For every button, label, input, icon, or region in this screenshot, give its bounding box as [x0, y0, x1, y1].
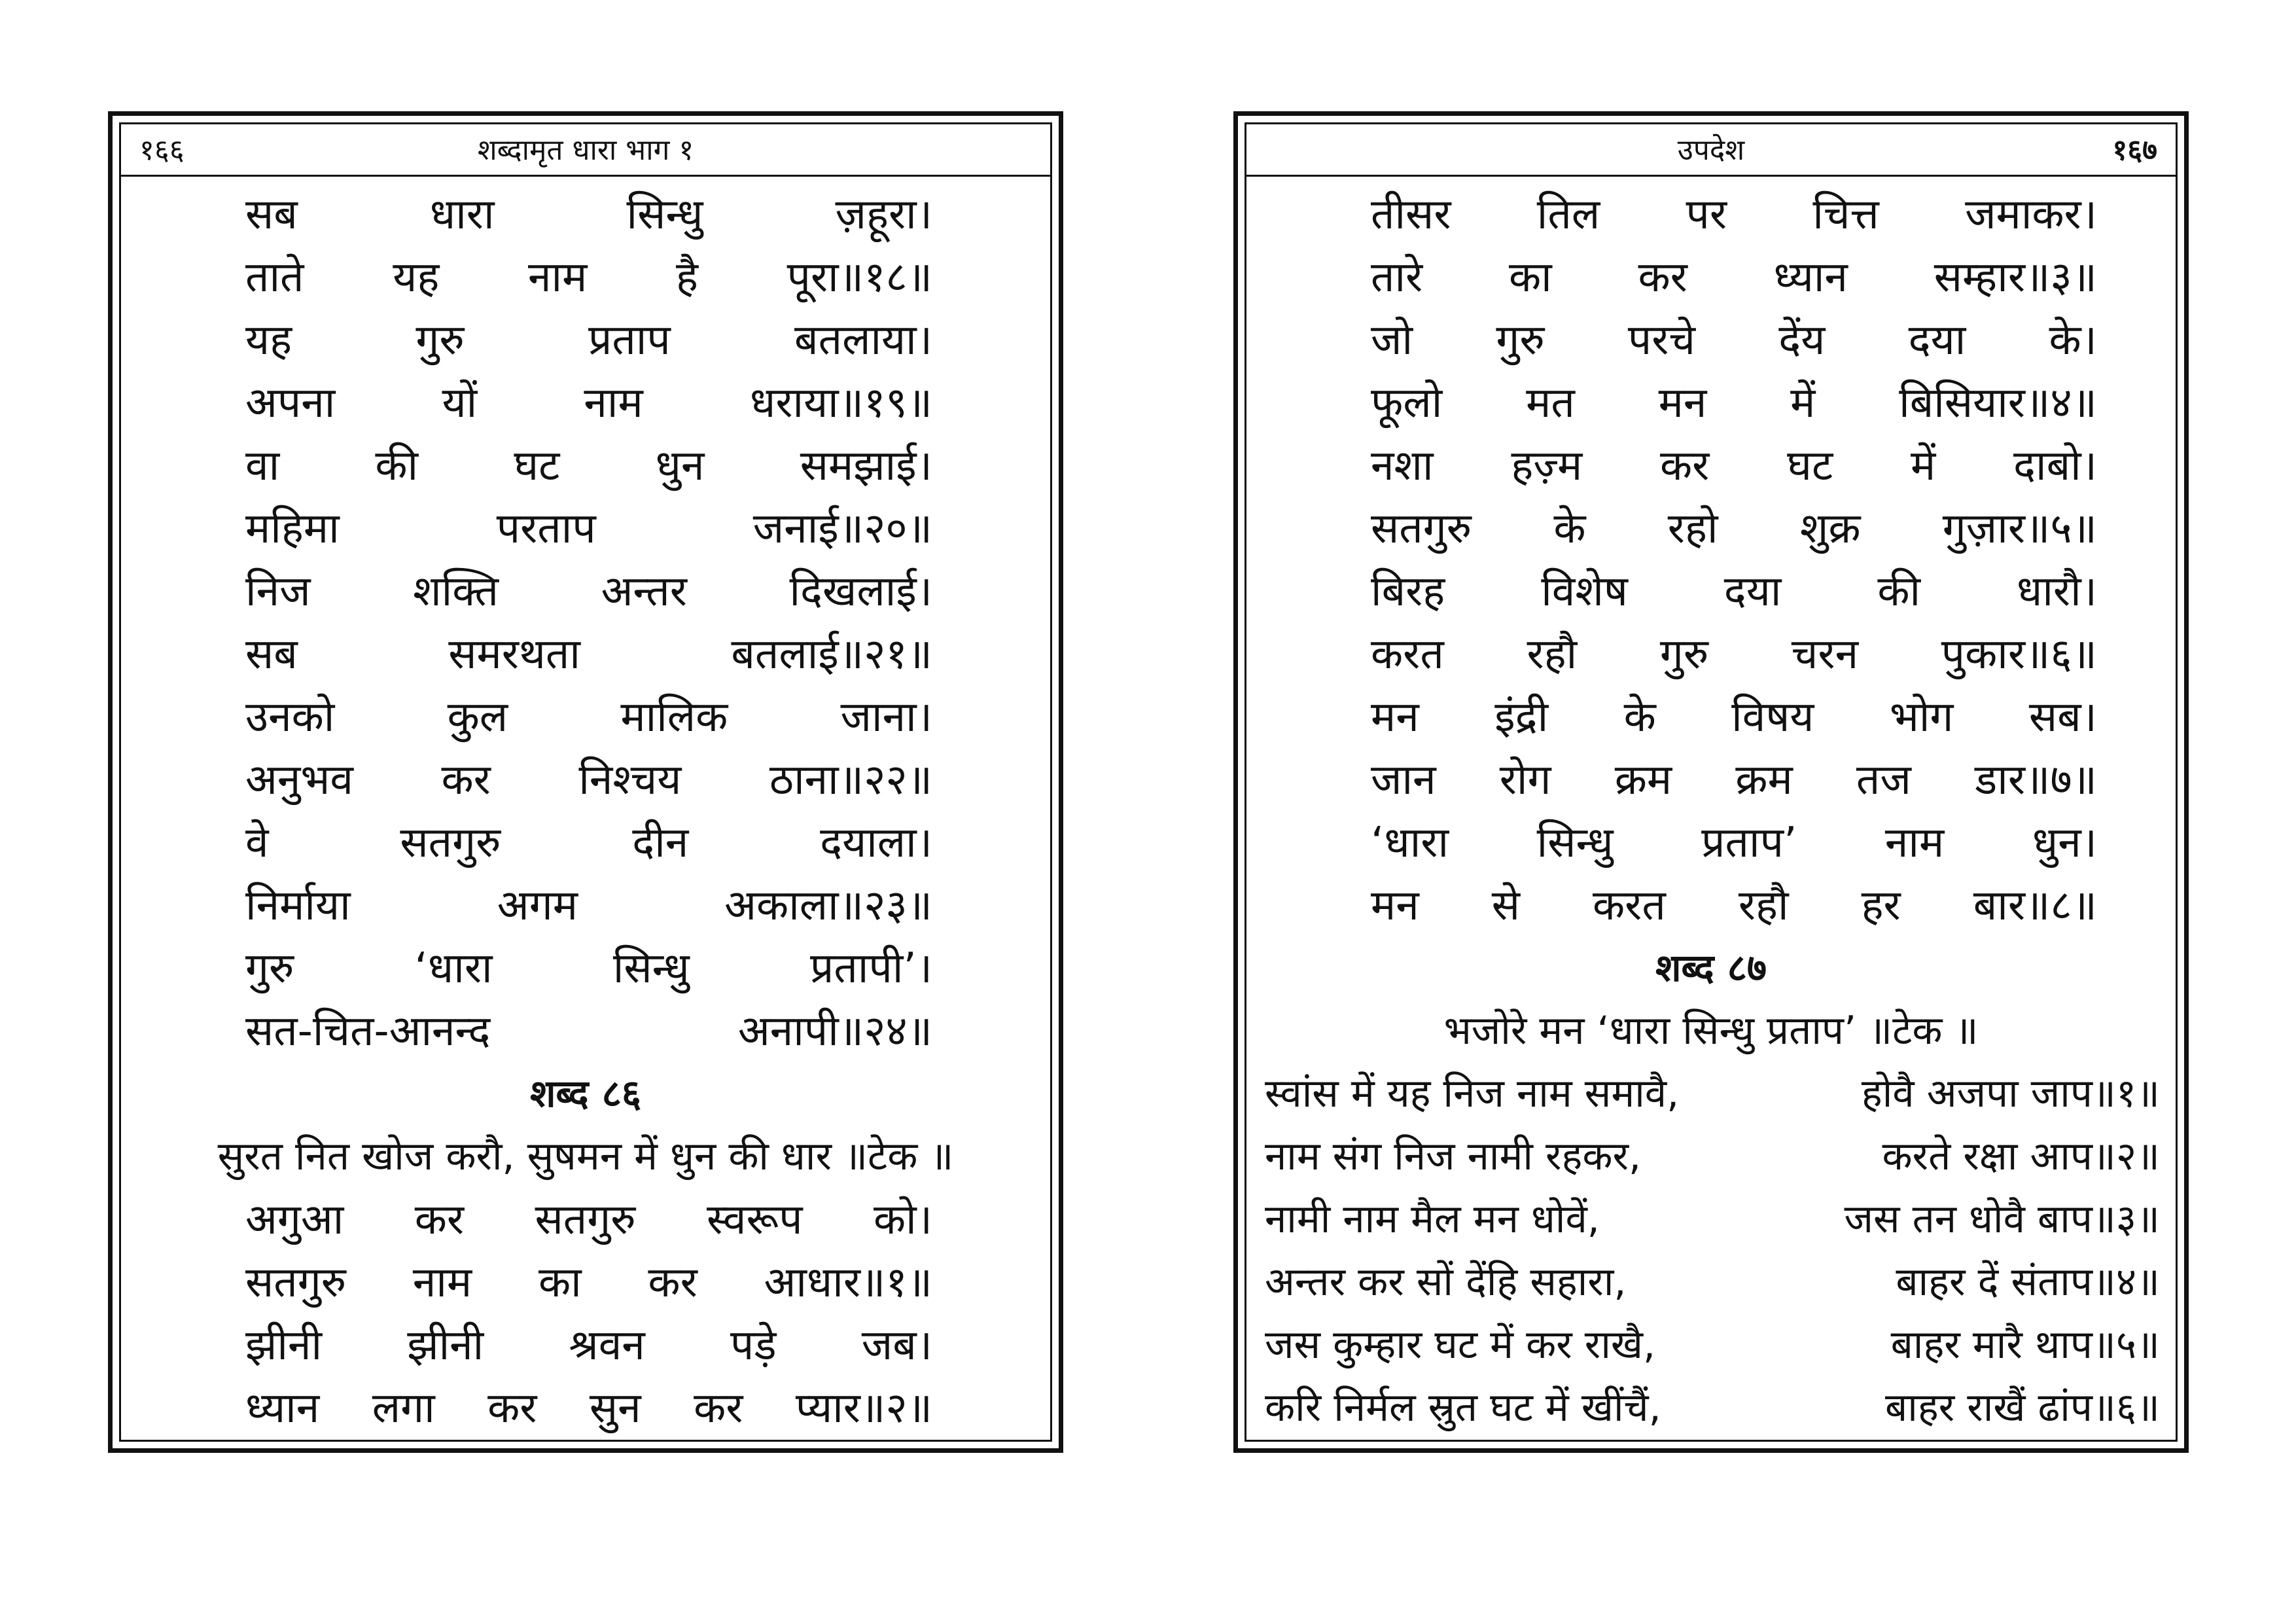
- verse-word: विशेष: [1541, 567, 1628, 616]
- verse-word: जनाई॥२०॥: [752, 504, 932, 553]
- verse-word: तारे: [1371, 253, 1423, 302]
- verse-word: पुकार॥६॥: [1941, 630, 2097, 679]
- verse-line: [121, 432, 1050, 495]
- verse-word: निश्चय: [578, 755, 682, 804]
- verse-line: [121, 369, 1050, 432]
- verse-word: जान: [1371, 755, 1436, 804]
- verse-word: परचे: [1627, 315, 1696, 365]
- verse-word: सुन: [589, 1383, 641, 1433]
- verse-line: [121, 558, 1050, 620]
- left-page-header: [121, 124, 1050, 177]
- verse-word: की: [375, 441, 419, 490]
- couplet-line: [1246, 1186, 2176, 1249]
- verse-word: चित्त: [1812, 190, 1879, 239]
- verse-word: सत-चित-आनन्द: [245, 1007, 491, 1056]
- verse-word: धारौ।: [2017, 567, 2097, 616]
- verse-word: सब।: [2028, 692, 2097, 741]
- verse-line: [121, 620, 1050, 683]
- verse-line: [1246, 306, 2176, 369]
- left-page-body: [121, 177, 1050, 1437]
- couplet-half: जस कुम्हार घट में कर राखै,: [1265, 1322, 1656, 1368]
- right-page-number: १६७: [2112, 134, 2157, 167]
- verse-word: यों: [442, 378, 478, 427]
- verse-word: घट: [1787, 441, 1833, 490]
- couplet-half: बाहर राखैं ढांप॥६॥: [1885, 1385, 2160, 1431]
- verse-word: करत: [1371, 630, 1444, 679]
- verse-word: झीनी: [407, 1321, 484, 1370]
- verse-word: अपना: [245, 378, 336, 427]
- verse-word: बतलाई॥२१॥: [731, 630, 932, 679]
- verse-word: बिसियार॥४॥: [1899, 378, 2097, 427]
- verse-line: [1246, 809, 2176, 872]
- verse-word: पड़े: [730, 1321, 777, 1370]
- verse-word: रहौ: [1738, 881, 1789, 930]
- verse-word: सब: [245, 630, 298, 679]
- couplet-half: करि निर्मल स्रुत घट में खींचैं,: [1265, 1385, 1661, 1431]
- verse-word: सतगुरु: [400, 818, 501, 867]
- verse-word: नाम: [527, 253, 588, 302]
- verse-word: दिखलाई।: [789, 567, 932, 616]
- couplet-half: स्वांस में यह निज नाम समावै,: [1265, 1071, 1680, 1116]
- right-page-body: [1246, 177, 2176, 1437]
- couplet-half: करते रक्षा आप॥२॥: [1882, 1133, 2160, 1179]
- verse-line: [121, 495, 1050, 558]
- verse-word: कर: [487, 1383, 537, 1433]
- verse-word: नाम: [1884, 818, 1945, 867]
- verse-line: [1246, 181, 2176, 243]
- verse-word: मन: [1371, 881, 1419, 930]
- verse-word: गुरु: [1659, 630, 1709, 679]
- verse-word: प्रताप’: [1701, 818, 1797, 867]
- verse-word: गुरु: [1496, 315, 1545, 365]
- verse-word: अगम: [497, 881, 578, 930]
- verse-word: नाम: [412, 1258, 472, 1307]
- verse-word: करत: [1593, 881, 1666, 930]
- verse-word: है: [676, 253, 698, 302]
- verse-word: शुक्र: [1799, 504, 1861, 553]
- verse-word: हज़्म: [1511, 441, 1583, 490]
- couplet-half: नामी नाम मैल मन धोवें,: [1265, 1196, 1600, 1242]
- verse-word: कर: [1660, 441, 1710, 490]
- verse-word: विषय: [1731, 692, 1814, 741]
- verse-word: रहो: [1667, 504, 1718, 553]
- verse-word: जो: [1371, 315, 1413, 365]
- verse-line: [121, 1374, 1050, 1437]
- verse-line: [121, 683, 1050, 746]
- verse-line: [121, 1249, 1050, 1311]
- verse-word: गुज़ार॥५॥: [1942, 504, 2097, 553]
- verse-line: [1246, 243, 2176, 306]
- verse-word: सम्हार॥३॥: [1934, 253, 2097, 302]
- verse-line: [1246, 369, 2176, 432]
- verse-word: मन: [1371, 692, 1419, 741]
- verse-word: बतलाया।: [794, 315, 932, 365]
- verse-word: ‘धारा: [414, 944, 493, 993]
- verse-line: [121, 181, 1050, 243]
- verse-word: बार॥८॥: [1973, 881, 2097, 930]
- couplet-half: बाहर दें संताप॥४॥: [1896, 1259, 2160, 1305]
- verse-word: सब: [245, 190, 298, 239]
- verse-word: भोग: [1889, 692, 1954, 741]
- verse-word: देंय: [1778, 315, 1826, 365]
- verse-word: रहौ: [1527, 630, 1578, 679]
- verse-word: दाबो।: [2013, 441, 2097, 490]
- right-page: [1233, 111, 2189, 1453]
- left-page: [108, 111, 1063, 1453]
- verse-word: के।: [2049, 315, 2097, 365]
- verse-word: हर: [1861, 881, 1901, 930]
- verse-word: जमाकर।: [1965, 190, 2097, 239]
- verse-word: निज: [245, 567, 311, 616]
- verse-word: समरथता: [448, 630, 580, 679]
- verse-word: शक्ति: [413, 567, 499, 616]
- verse-word: अगुआ: [245, 1195, 344, 1244]
- left-page-frame: [119, 122, 1052, 1442]
- verse-word: दयाला।: [820, 818, 932, 867]
- verse-word: नाम: [584, 378, 643, 427]
- verse-word: जब।: [861, 1321, 932, 1370]
- verse-word: लगा: [372, 1383, 435, 1433]
- verse-line: [121, 997, 1050, 1060]
- verse-line: [1246, 746, 2176, 809]
- right-page-frame: [1245, 122, 2178, 1442]
- verse-word: अनापी॥२४॥: [737, 1007, 932, 1056]
- verse-word: ‘धारा: [1371, 818, 1449, 867]
- verse-word: ज़हूरा।: [835, 190, 932, 239]
- verse-line: [1246, 432, 2176, 495]
- verse-word: पर: [1686, 190, 1727, 239]
- verse-line: [121, 243, 1050, 306]
- couplet-line: [1246, 1311, 2176, 1374]
- shabd-heading: शब्द ८६: [529, 1071, 642, 1116]
- verse-word: ध्यान: [245, 1383, 320, 1433]
- couplet-line: [1246, 1374, 2176, 1437]
- verse-line: [121, 935, 1050, 997]
- verse-word: प्रताप: [588, 315, 671, 365]
- verse-word: से: [1491, 881, 1521, 930]
- verse-word: यह: [393, 253, 440, 302]
- verse-word: वा: [245, 441, 280, 490]
- verse-word: धारा: [429, 190, 495, 239]
- verse-word: गुरु: [245, 944, 294, 993]
- verse-word: धराया॥१९॥: [749, 378, 932, 427]
- verse-word: तिल: [1536, 190, 1600, 239]
- verse-line: [121, 872, 1050, 935]
- verse-word: समझाई।: [800, 441, 932, 490]
- verse-line: [121, 1311, 1050, 1374]
- couplet-half: बाहर मारै थाप॥५॥: [1890, 1322, 2160, 1368]
- verse-word: में: [1790, 378, 1816, 427]
- verse-line: [121, 809, 1050, 872]
- verse-word: में: [1910, 441, 1936, 490]
- verse-word: आधार॥१॥: [764, 1258, 932, 1307]
- verse-word: की: [1877, 567, 1921, 616]
- verse-word: दया: [1908, 315, 1966, 365]
- verse-word: डार॥७॥: [1975, 755, 2097, 804]
- couplet-half: होवै अजपा जाप॥१॥: [1861, 1071, 2160, 1116]
- verse-word: झीनी: [245, 1321, 323, 1370]
- couplet-line: [1246, 1060, 2176, 1123]
- couplet-half: नाम संग निज नामी रहकर,: [1265, 1133, 1642, 1179]
- verse-word: वे: [245, 818, 269, 867]
- shabd-heading: शब्द ८७: [1655, 945, 1767, 990]
- verse-word: घट: [514, 441, 560, 490]
- verse-word: यह: [245, 315, 292, 365]
- verse-word: कर: [414, 1195, 465, 1244]
- verse-line: [1246, 620, 2176, 683]
- verse-word: धुन: [655, 441, 705, 490]
- left-running-title: शब्दामृत धारा भाग १: [477, 134, 694, 167]
- verse-word: अन्तर: [601, 567, 687, 616]
- verse-word: का: [1509, 253, 1552, 302]
- verse-word: सिन्धु: [612, 944, 690, 993]
- verse-word: गुरु: [415, 315, 465, 365]
- verse-word: रोग: [1499, 755, 1551, 804]
- verse-word: तीसर: [1371, 190, 1451, 239]
- verse-word: कर: [648, 1258, 698, 1307]
- verse-word: प्यार॥२॥: [795, 1383, 932, 1433]
- verse-line: [121, 1186, 1050, 1249]
- verse-word: उनको: [245, 692, 335, 741]
- verse-word: के: [1623, 692, 1656, 741]
- right-page-header: [1246, 124, 2176, 177]
- verse-word: चरन: [1791, 630, 1859, 679]
- verse-word: क्रम: [1614, 755, 1672, 804]
- verse-word: तज: [1856, 755, 1911, 804]
- verse-word: कर: [441, 755, 491, 804]
- verse-word: कर: [694, 1383, 743, 1433]
- verse-word: सिन्धु: [1536, 818, 1614, 867]
- verse-word: अकाला॥२३॥: [724, 881, 932, 930]
- verse-word: जाना।: [840, 692, 932, 741]
- verse-word: इंद्री: [1494, 692, 1549, 741]
- verse-word: ठाना॥२२॥: [769, 755, 932, 804]
- verse-word: का: [538, 1258, 582, 1307]
- verse-word: श्रवन: [569, 1321, 645, 1370]
- verse-word: सिन्धु: [626, 190, 703, 239]
- verse-line: [121, 746, 1050, 809]
- verse-word: के: [1553, 504, 1586, 553]
- verse-word: मत: [1526, 378, 1575, 427]
- verse-line: [1246, 495, 2176, 558]
- verse-word: महिमा: [245, 504, 340, 553]
- verse-word: को।: [873, 1195, 932, 1244]
- couplet-line: [1246, 1123, 2176, 1186]
- verse-word: सतगुरु: [1371, 504, 1472, 553]
- verse-word: ताते: [245, 253, 304, 302]
- couplet-half: अन्तर कर सों देंहि सहारा,: [1265, 1259, 1627, 1305]
- verse-word: दीन: [632, 818, 689, 867]
- tek-line: सुरत नित खोज करौ, सुषमन में धुन की धार ॥टेक ॥: [217, 1133, 954, 1179]
- verse-word: परताप: [496, 504, 596, 553]
- verse-word: प्रतापी’।: [810, 944, 932, 993]
- verse-line: [121, 306, 1050, 369]
- verse-word: पूरा॥१८॥: [786, 253, 932, 302]
- verse-word: क्रम: [1735, 755, 1793, 804]
- verse-word: कुल: [447, 692, 508, 741]
- verse-word: कर: [1638, 253, 1687, 302]
- verse-line: [1246, 872, 2176, 935]
- verse-word: मन: [1658, 378, 1707, 427]
- right-running-title: उपदेश: [1677, 134, 1745, 167]
- verse-word: निर्माया: [245, 881, 351, 930]
- tek-line: भजोरे मन ‘धारा सिन्धु प्रताप’ ॥टेक ॥: [1443, 1008, 1979, 1054]
- couplet-half: जस तन धोवै बाप॥३॥: [1844, 1196, 2160, 1242]
- verse-word: मालिक: [620, 692, 728, 741]
- verse-word: नशा: [1371, 441, 1434, 490]
- verse-word: फूलो: [1371, 378, 1443, 427]
- couplet-line: [1246, 1249, 2176, 1311]
- verse-line: [1246, 683, 2176, 746]
- verse-word: बिरह: [1371, 567, 1445, 616]
- verse-word: ध्यान: [1773, 253, 1848, 302]
- verse-word: अनुभव: [245, 755, 353, 804]
- left-page-number: १६६: [139, 134, 185, 167]
- verse-word: सतगुरु: [535, 1195, 636, 1244]
- verse-word: धुन।: [2032, 818, 2097, 867]
- verse-word: सतगुरु: [245, 1258, 347, 1307]
- verse-line: [1246, 558, 2176, 620]
- verse-word: स्वरूप: [707, 1195, 803, 1244]
- verse-word: दया: [1723, 567, 1782, 616]
